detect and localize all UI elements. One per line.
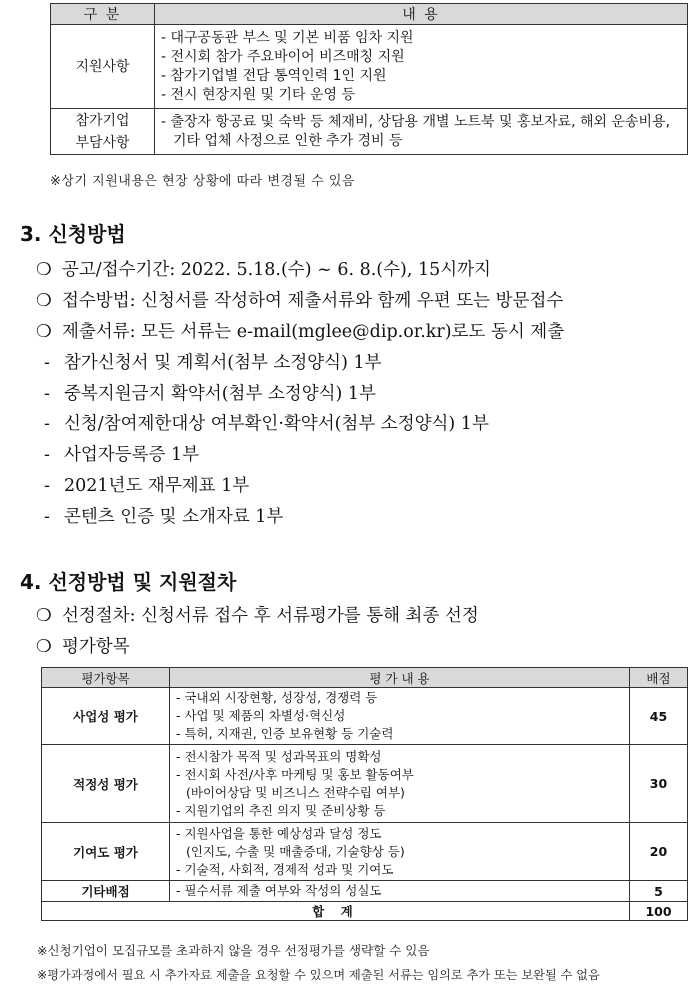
dash-bullet: -: [44, 507, 50, 527]
evaluation-score: 5: [630, 881, 688, 902]
circle-bullet-icon: ❍: [36, 322, 52, 342]
bullet-item: [36, 602, 479, 627]
bullet-text: 선정절차: 신청서류 접수 후 서류평가를 통해 최종 선정: [62, 606, 479, 626]
header-content: 평 가 내 용: [170, 668, 630, 688]
document-item: [44, 503, 283, 528]
evaluation-table: [41, 667, 688, 921]
bullet-item: [36, 287, 563, 312]
evaluation-score: 30: [630, 745, 688, 823]
content-line: - 대구공동관 부스 및 기본 비품 임차 지원: [161, 29, 414, 46]
selection-note: ※신청기업이 모집규모를 초과하지 않을 경우 선정평가를 생략할 수 있음: [37, 943, 430, 958]
table-row: [42, 823, 688, 881]
document-text: 참가신청서 및 계획서(첨부 소정양식) 1부: [64, 353, 382, 373]
document-item: [44, 410, 489, 435]
header-category: 구 분: [51, 4, 155, 25]
row-category: [51, 109, 155, 155]
document-text: 신청/참여제한대상 여부확인·확약서(첨부 소정양식) 1부: [64, 414, 489, 434]
bullet-item: [36, 633, 130, 658]
bullet-text: 공고/접수기간: 2022. 5.18.(수) ~ 6. 8.(수), 15시까지: [62, 260, 491, 280]
evaluation-score: 20: [630, 823, 688, 881]
category-line: 지원사항: [75, 58, 130, 75]
evaluation-content: [170, 745, 630, 823]
content-line: - 지원사업을 통한 예상성과 달성 정도: [176, 825, 382, 841]
row-content: [155, 25, 688, 109]
support-details-table: [50, 3, 688, 155]
evaluation-content: [170, 881, 630, 902]
table-header-row: [42, 668, 688, 688]
total-row: [42, 902, 688, 921]
dash-bullet: -: [44, 445, 50, 465]
content-line: - 참가기업별 전담 통역인력 1인 지원: [161, 67, 387, 84]
evaluation-note: ※평가과정에서 필요 시 추가자료 제출을 요청할 수 있으며 제출된 서류는 임의로 추가 또는 보완될 수 없음: [37, 968, 600, 982]
row-category: [51, 25, 155, 109]
document-item: [44, 349, 382, 374]
circle-bullet-icon: ❍: [36, 606, 52, 626]
evaluation-name: 기타배점: [42, 881, 170, 902]
content-line: - 특허, 지재권, 인증 보유현황 등 기술력: [176, 726, 394, 741]
category-line: 참가기업: [75, 112, 130, 129]
header-item: 평가항목: [42, 668, 170, 688]
bullet-text: 제출서류: 모든 서류는 e-mail(mglee@dip.or.kr)로도 동시 제출: [62, 322, 565, 342]
total-score: 100: [630, 902, 688, 921]
content-line: - 전시회 사전/사후 마케팅 및 홍보 활동여부: [176, 766, 414, 782]
content-line: - 기술적, 사회적, 경제적 성과 및 기여도: [176, 861, 394, 877]
support-note: ※상기 지원내용은 현장 상황에 따라 변경될 수 있음: [50, 174, 355, 189]
table-row: [42, 745, 688, 823]
evaluation-content: [170, 688, 630, 745]
content-line: - 출장자 항공료 및 숙박 등 체재비, 상담용 개별 노트북 및 홍보자료, 해외 운송비용, 기타 업체 사정으로 인한 추가 경비 등: [161, 113, 671, 149]
circle-bullet-icon: ❍: [36, 291, 52, 311]
table-row: [51, 25, 688, 109]
table-row: [51, 109, 688, 155]
dash-bullet: -: [44, 384, 50, 404]
content-line: - 전시회 참가 주요바이어 비즈매칭 지원: [161, 48, 405, 65]
dash-bullet: -: [44, 353, 50, 373]
table-header-row: [51, 4, 688, 25]
bullet-item: [36, 256, 491, 281]
evaluation-content: [170, 823, 630, 881]
document-item: [44, 441, 199, 466]
total-label: 합 계: [42, 902, 630, 921]
document-item: [44, 380, 376, 405]
evaluation-name: 적정성 평가: [42, 745, 170, 823]
content-line: - 전시참가 목적 및 성과목표의 명확성: [176, 748, 382, 764]
content-line: - 사업 및 제품의 차별성·혁신성: [176, 708, 346, 723]
content-line: - 지원기업의 추진 의지 및 준비상황 등: [176, 802, 386, 818]
section-3-title: 3. 신청방법: [20, 222, 126, 246]
header-score: 배점: [630, 668, 688, 688]
category-line: 부담사항: [75, 134, 130, 151]
document-text: 중복지원금지 확약서(첨부 소정양식) 1부: [64, 384, 376, 404]
circle-bullet-icon: ❍: [36, 260, 52, 280]
row-content: [155, 109, 688, 155]
content-line: - 필수서류 제출 여부와 작성의 성실도: [176, 883, 382, 898]
evaluation-name: 기여도 평가: [42, 823, 170, 881]
document-text: 사업자등록증 1부: [64, 445, 200, 465]
header-content: 내 용: [155, 4, 688, 25]
content-line: (바이어상담 및 비즈니스 전략수립 여부): [186, 784, 405, 800]
dash-bullet: -: [44, 414, 50, 434]
evaluation-score: 45: [630, 688, 688, 745]
bullet-item: [36, 318, 564, 343]
table-row: [42, 688, 688, 745]
content-line: (인지도, 수출 및 매출증대, 기술향상 등): [186, 843, 405, 859]
circle-bullet-icon: ❍: [36, 637, 52, 657]
section-4-title: 4. 선정방법 및 지원절차: [20, 570, 237, 594]
evaluation-name: 사업성 평가: [42, 688, 170, 745]
bullet-text: 평가항목: [62, 637, 130, 657]
dash-bullet: -: [44, 476, 50, 496]
content-line: - 전시 현장지원 및 기타 운영 등: [161, 86, 356, 103]
bullet-text: 접수방법: 신청서를 작성하여 제출서류와 함께 우편 또는 방문접수: [62, 291, 564, 311]
document-text: 2021년도 재무제표 1부: [64, 476, 250, 496]
document-item: [44, 472, 249, 497]
table-row: [42, 881, 688, 902]
document-text: 콘텐츠 인증 및 소개자료 1부: [64, 507, 284, 527]
content-line: - 국내외 시장현황, 성장성, 경쟁력 등: [176, 690, 378, 705]
